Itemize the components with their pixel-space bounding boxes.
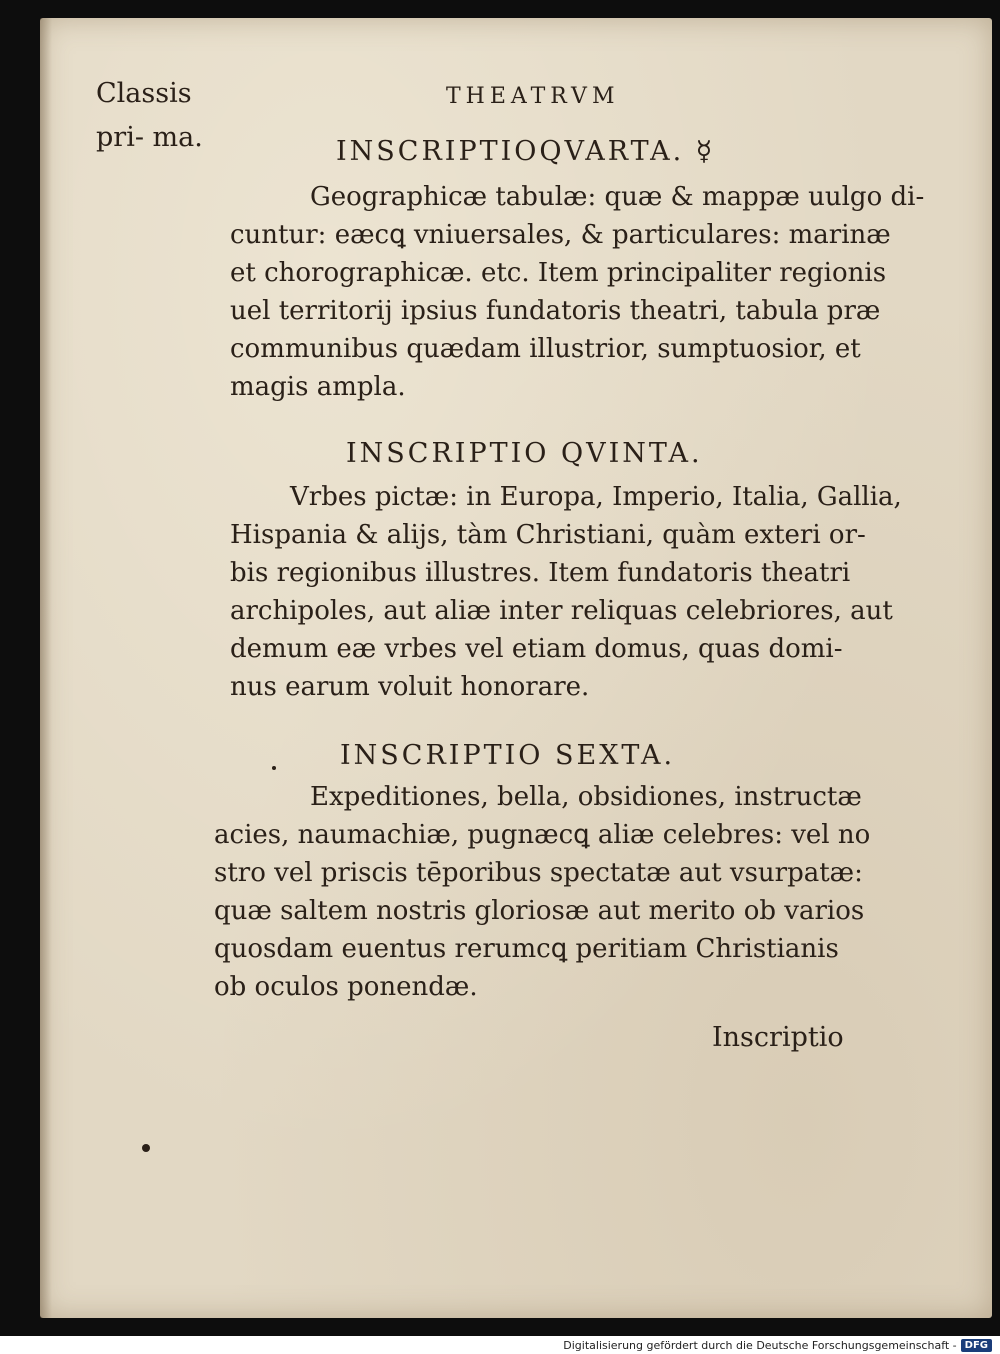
text-line: archipoles, aut aliæ inter reliquas celebriores, aut (230, 596, 893, 626)
text-line: Hispania & alijs, tàm Christiani, quàm exteri or- (230, 520, 866, 550)
text-line: cuntur: eæcꝗ vniuersales, & particulares: marinæ (230, 220, 891, 250)
text-line: quosdam euentus rerumcꝗ peritiam Christianis (214, 934, 839, 964)
text-line: Geographicæ tabulæ: quæ & mappæ uulgo di- (310, 182, 925, 212)
text-line: quæ saltem nostris gloriosæ aut merito ob varios (214, 896, 865, 926)
text-line: communibus quædam illustrior, sumptuosior, et (230, 334, 861, 364)
text-line: demum eæ vrbes vel etiam domus, quas domi- (230, 634, 843, 664)
text-line: ob oculos ponendæ. (214, 972, 478, 1002)
section-heading-quarta: INSCRIPTIOQVARTA. ☿ (336, 136, 716, 167)
text-line: et chorographicæ. etc. Item principaliter regionis (230, 258, 887, 288)
ink-speck (142, 1144, 150, 1152)
text-line: magis ampla. (230, 372, 406, 402)
section-text-quinta (230, 478, 902, 706)
catchword: Inscriptio (712, 1022, 844, 1053)
section-text-quarta (230, 178, 924, 406)
margin-note: Classis pri- ma. (96, 78, 203, 153)
running-head: THEATRVM (446, 84, 620, 109)
ink-speck (272, 766, 276, 770)
spine-shadow (40, 18, 52, 1318)
footer-credit: Digitalisierung gefördert durch die Deutsche Forschungsgemeinschaft - (563, 1338, 957, 1352)
text-line: stro vel priscis tēporibus spectatæ aut vsurpatæ: (214, 858, 863, 888)
text-line: bis regionibus illustres. Item fundatoris theatri (230, 558, 851, 588)
section-heading-quinta: INSCRIPTIO QVINTA. (346, 438, 703, 469)
text-line: uel territorij ipsius fundatoris theatri, tabula præ (230, 296, 881, 326)
footer-bar (0, 1336, 1000, 1354)
text-line: Expeditiones, bella, obsidiones, instructæ (310, 782, 862, 812)
text-line: Vrbes pictæ: in Europa, Imperio, Italia, Gallia, (290, 482, 902, 512)
text-line: nus earum voluit honorare. (230, 672, 590, 702)
section-heading-sexta: INSCRIPTIO SEXTA. (340, 740, 676, 771)
dfg-logo: DFG (961, 1339, 992, 1352)
text-line: acies, naumachiæ, pugnæcꝗ aliæ celebres: vel no (214, 820, 871, 850)
section-text-sexta (214, 778, 870, 1006)
